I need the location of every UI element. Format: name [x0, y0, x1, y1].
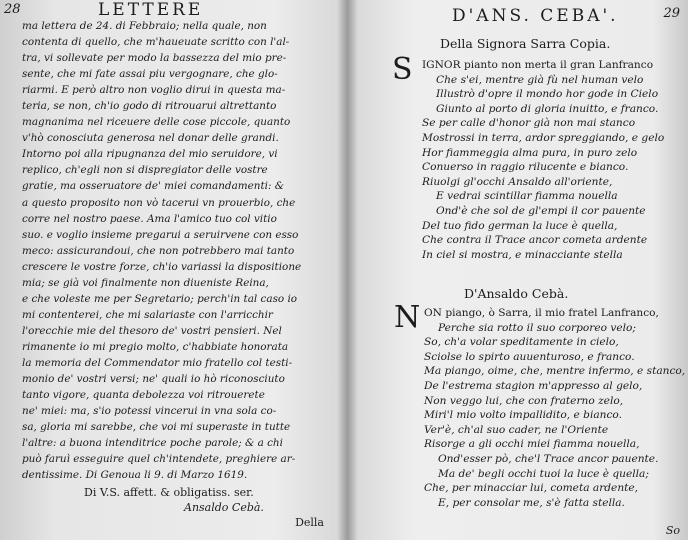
- sonnet-sarra-copia: [422, 58, 688, 262]
- letter-signoff: [84, 485, 324, 530]
- text-line: Non veggo lui, che con fraterno zelo,: [424, 394, 624, 407]
- text-line: Del tuo fido german la luce è quella,: [422, 219, 618, 232]
- right-page: [352, 0, 688, 540]
- text-line: Risorge a gli occhi miei fiamma nouella,: [424, 438, 640, 451]
- text-line: Che contra il Trace ancor cometa ardente: [422, 234, 648, 247]
- text-line: monio de' vostri versi; ne' quali io hò riconosciuto: [22, 373, 285, 386]
- text-line: Intorno poi alla ripugnanza del mio seruidore, vi: [22, 148, 278, 161]
- poem-first-line: ON piango, ò Sarra, il mio fratel Lanfranco,: [424, 307, 659, 319]
- text-line: Sciolse lo spirto auuenturoso, e franco.: [424, 350, 635, 363]
- text-line: v'hò conosciuta generosa nel donar delle grandi.: [22, 132, 279, 145]
- text-line: ma lettera de 24. di Febbraio; nella quale, non: [22, 20, 267, 32]
- text-line: Riuolgi gl'occhi Ansaldo all'oriente,: [422, 175, 613, 188]
- text-line: Mostrossi in terra, ardor spreggiando, e gelo: [422, 131, 665, 144]
- text-line: Se per calle d'honor già non mai stanco: [422, 117, 636, 130]
- poem-title: Della Signora Sarra Copia.: [440, 36, 611, 51]
- text-line: e che voleste me per Segretario; perch'in tal caso io: [22, 292, 298, 305]
- page-number: 29: [663, 6, 680, 21]
- text-line: Ma piango, oime, che, mentre infermo, e stanco,: [424, 365, 686, 378]
- text-line: gratie, ma osseruatore de' miei comandamenti: &: [22, 180, 285, 193]
- text-line: Ma de' begli occhi tuoi la luce è quella;: [438, 467, 649, 480]
- signoff-name: Ansaldo Cebà.: [184, 501, 264, 514]
- text-line: replico, ch'egli non si dispregiator delle vostre: [22, 164, 268, 177]
- poem-title: D'Ansaldo Cebà.: [464, 286, 569, 301]
- text-line: sa, gloria mi sarebbe, che voi mi superaste in tutte: [22, 421, 291, 434]
- sonnet-ansaldo-ceba: [424, 306, 688, 510]
- text-line: sente, che mi fate assai piu vergognare, che glo-: [22, 68, 278, 81]
- text-line: So, ch'a volar speditamente in cielo,: [424, 336, 619, 349]
- text-line: Perche sia rotto il suo corporeo velo;: [438, 321, 636, 334]
- poem-first-line: IGNOR pianto non merta il gran Lanfranco: [422, 59, 654, 71]
- text-line: mia; se già voi finalmente non diueniste Reina,: [22, 276, 269, 289]
- text-line: Miri'l mio volto impallidito, e bianco.: [424, 409, 622, 422]
- text-line: E, per consolar me, s'è fatta stella.: [438, 496, 625, 509]
- drop-cap: S: [392, 52, 413, 87]
- text-line: Che, per minacciar lui, cometa ardente,: [424, 482, 639, 495]
- text-line: Illustrò d'opre il mondo hor gode in Cielo: [436, 88, 659, 101]
- text-line: corre nel nostro paese. Ama l'amico tuo col vitio: [22, 212, 277, 225]
- drop-cap: N: [394, 300, 421, 335]
- text-line: Ond'esser pò, che'l Trace ancor pauente.: [438, 452, 659, 465]
- text-line: l'orecchie mie del thesoro de' vostri pensieri. Nel: [22, 324, 282, 337]
- text-line: meco: assicurandoui, che non potrebbero mai tanto: [22, 244, 295, 257]
- letter-text: [22, 18, 328, 483]
- text-line: Ond'è che sol de gl'empi il cor pauente: [436, 204, 646, 217]
- text-line: contenta di quello, che m'haueuate scritto con l'al-: [22, 36, 290, 49]
- text-line: ne' miei: ma, s'io potessi vincerui in vna sola co-: [22, 405, 277, 418]
- text-line: suo. e voglio insieme pregarui a seruirvene con esso: [22, 228, 299, 241]
- text-line: dentissime. Di Genoua li 9. di Marzo 1619.: [22, 469, 248, 482]
- text-line: la memoria del Commendator mio fratello col testi-: [22, 356, 293, 369]
- text-line: In ciel si mostra, e minacciante stella: [422, 248, 623, 261]
- text-line: tra, vi sollevate per modo la bassezza del mio pre-: [22, 52, 287, 65]
- text-line: mi contenterei, che mi salariaste con l'arricchir: [22, 308, 273, 321]
- left-page: [0, 0, 338, 540]
- text-line: tanto vigore, quanta debolezza voi ritrouerete: [22, 389, 265, 402]
- signoff-salutation: Di V.S. affett. & obligatiss. ser.: [84, 486, 254, 499]
- text-line: l'altre: a buona intenditrice poche parole; & a chi: [22, 437, 283, 450]
- text-line: Hor fiammeggia alma pura, in puro zelo: [422, 146, 638, 159]
- text-line: E vedrai scintillar fiamma nouella: [436, 190, 618, 203]
- running-head: D'ANS. CEBA'.: [452, 6, 619, 26]
- running-head: LETTERE: [98, 0, 204, 20]
- text-line: riarmi. E però altro non voglio dirui in questa ma-: [22, 84, 286, 97]
- footer-mark: So: [665, 524, 680, 537]
- text-line: Ver'è, ch'al suo cader, ne l'Oriente: [424, 423, 609, 436]
- text-line: a questo proposito non vò tacerui vn prouerbio, che: [22, 196, 296, 209]
- text-line: De l'estrema stagion m'appresso al gelo,: [424, 379, 643, 392]
- text-line: crescere le vostre forze, ch'io variassi la dispositione: [22, 260, 302, 273]
- text-line: rimanente io mi pregio molto, c'habbiate honorata: [22, 340, 289, 353]
- text-line: magnanima nel riceuere delle cose piccole, quanto: [22, 116, 291, 129]
- text-line: Giunto al porto di gloria inuitto, e franco.: [436, 102, 659, 115]
- catchword: Della: [295, 516, 324, 529]
- text-line: Conuerso in raggio rilucente e bianco.: [422, 161, 629, 174]
- page-number: 28: [4, 2, 21, 17]
- text-line: teria, se non, ch'io godo di ritrouarui altrettanto: [22, 100, 277, 113]
- text-line: Che s'ei, mentre già fù nel human velo: [436, 73, 644, 86]
- text-line: può faruì esseguire quel ch'intendete, preghiere ar-: [22, 453, 296, 466]
